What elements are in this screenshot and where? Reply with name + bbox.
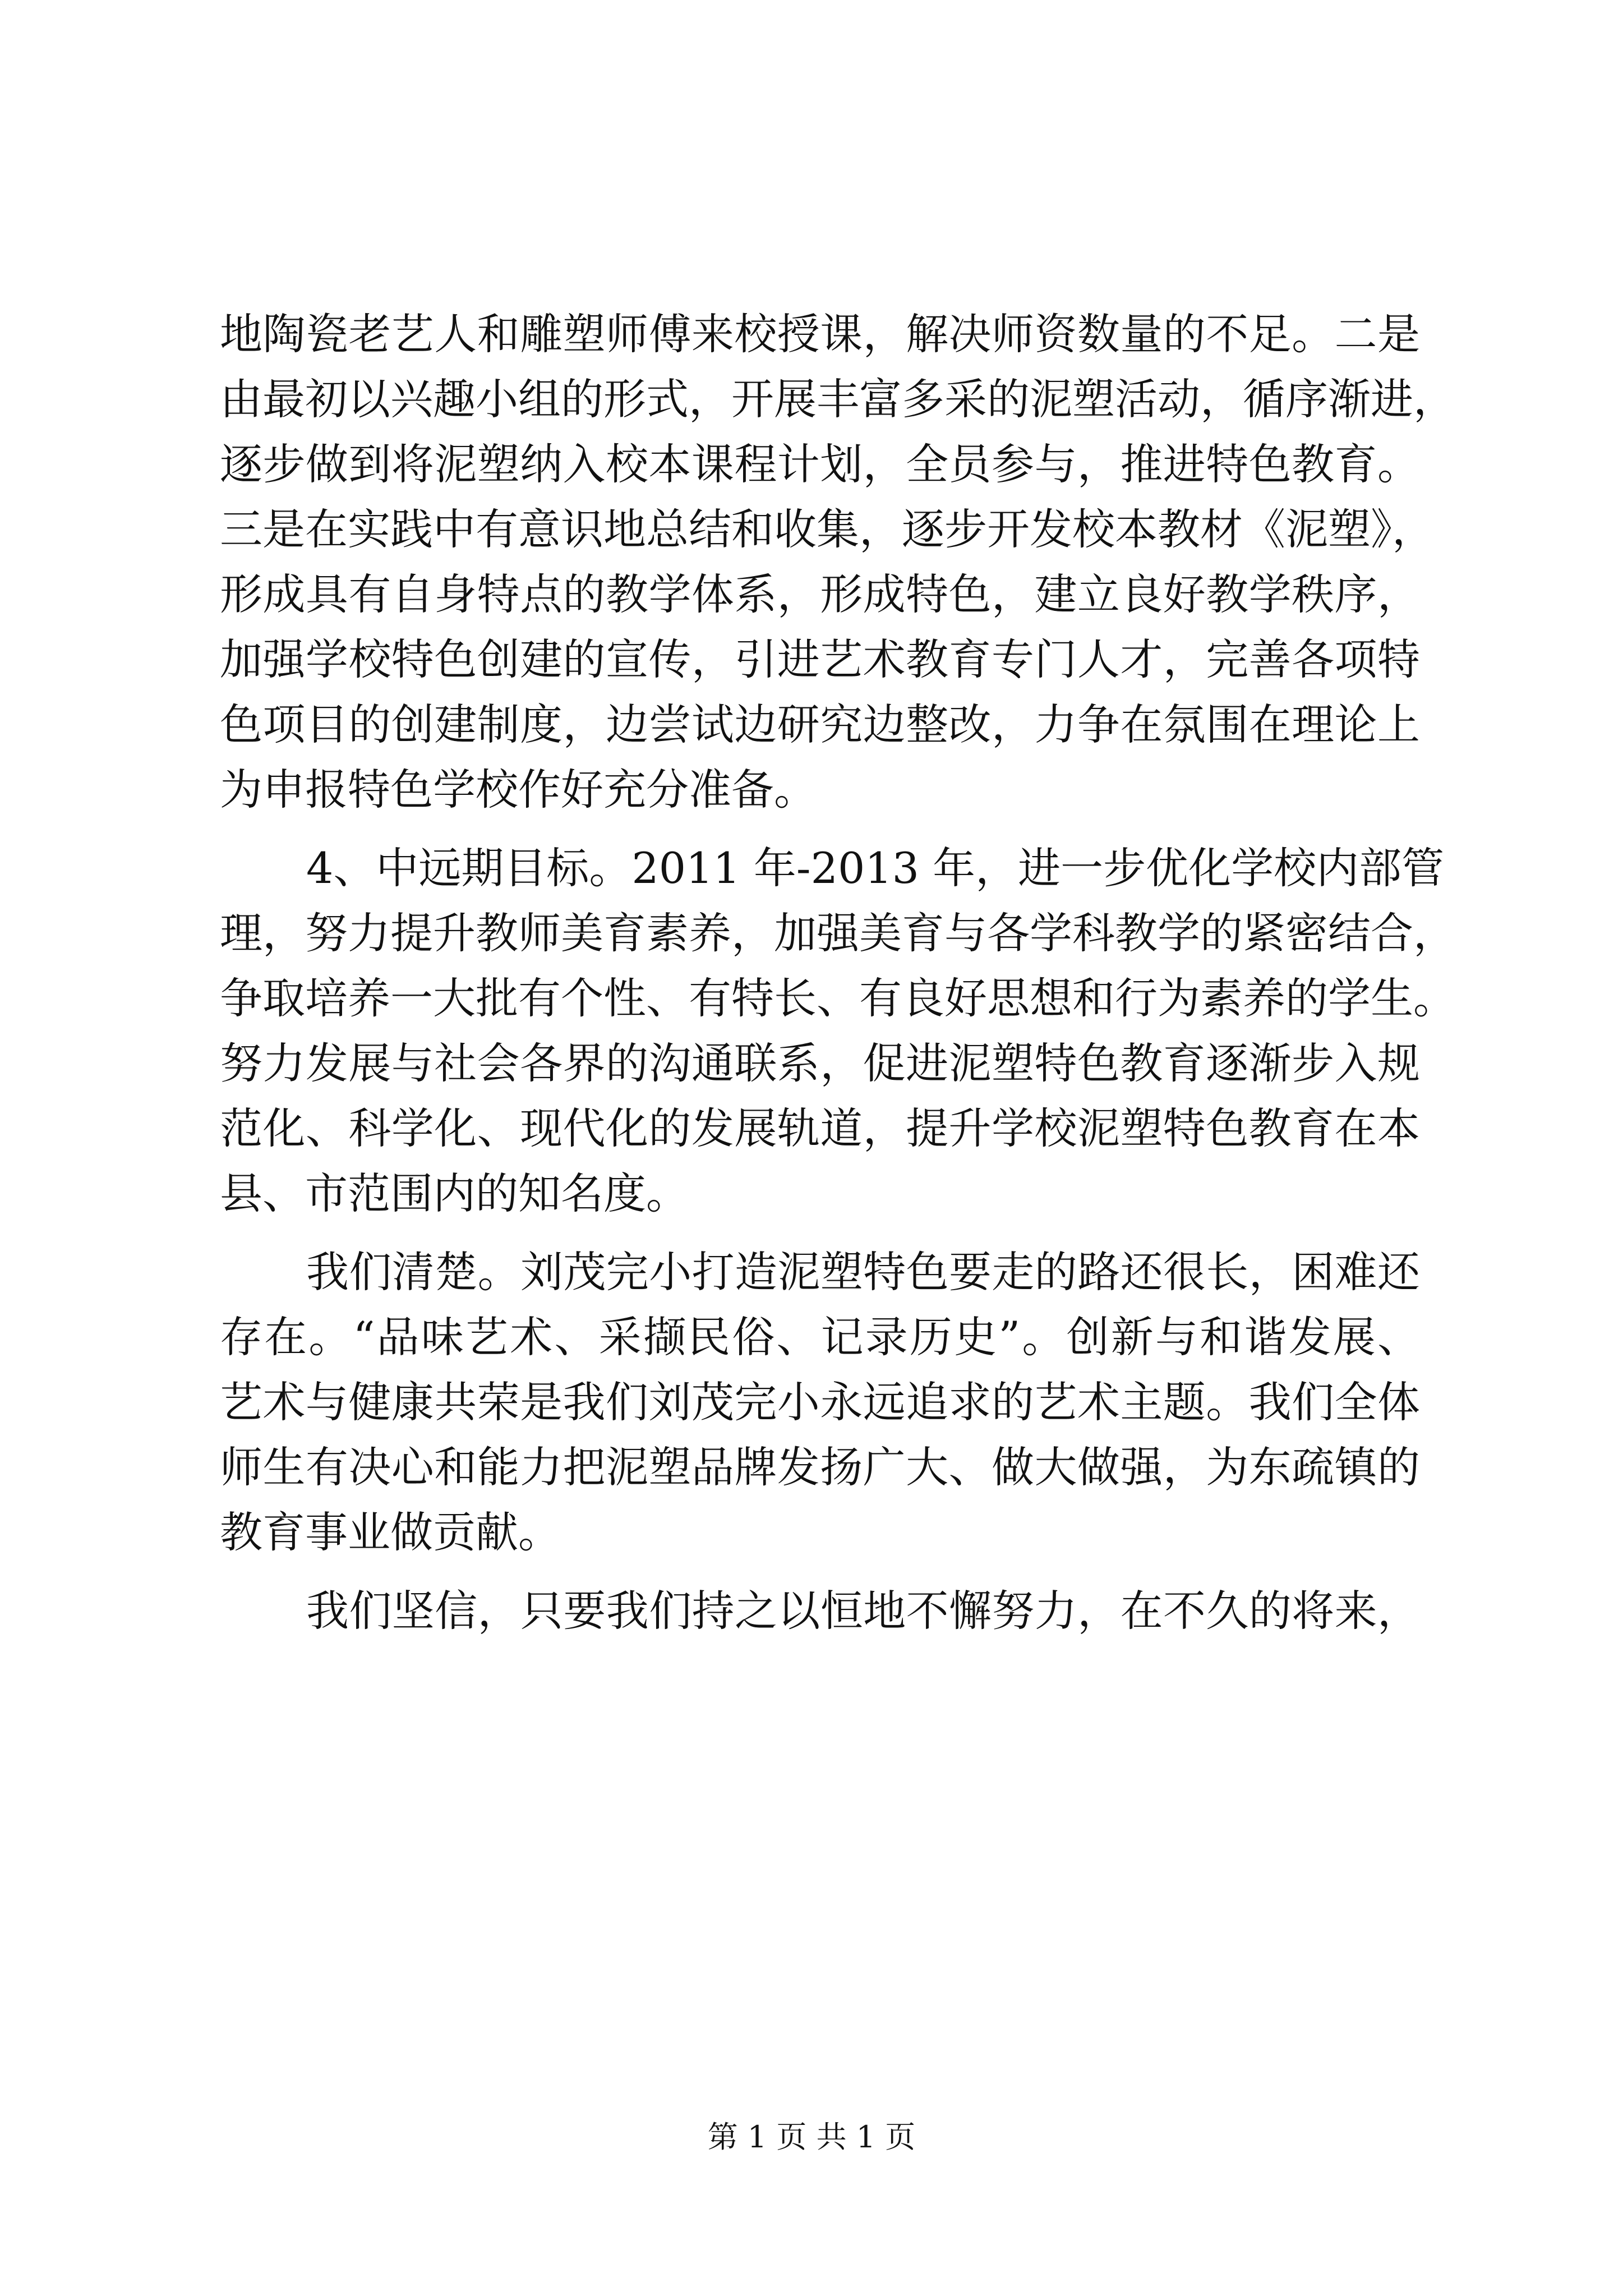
text-line: 县、市范围内的知名度。 <box>220 1168 689 1218</box>
text-line: 由最初以兴趣小组的形式，开展丰富多采的泥塑活动，循序渐进， <box>220 374 1456 424</box>
text-line: 我们坚信，只要我们持之以恒地不懈努力，在不久的将来， <box>306 1586 1420 1636</box>
text-line: 加强学校特色创建的宣传，引进艺术教育专门人才，完善各项特 <box>220 634 1420 684</box>
text-line: 存在。“品味艺术、采撷民俗、记录历史”。创新与和谐发展、 <box>220 1312 1420 1362</box>
text-line: 逐步做到将泥塑纳入校本课程计划，全员参与，推进特色教育。 <box>220 439 1420 489</box>
text-line: 三是在实践中有意识地总结和收集，逐步开发校本教材《泥塑》， <box>220 504 1435 554</box>
text-line: 我们清楚。刘茂完小打造泥塑特色要走的路还很长，困难还 <box>306 1247 1420 1297</box>
paragraph-2 <box>220 836 1456 1226</box>
text-line: 为申报特色学校作好充分准备。 <box>220 765 817 815</box>
text-line: 艺术与健康共荣是我们刘茂完小永远追求的艺术主题。我们全体 <box>220 1377 1420 1427</box>
text-line: 形成具有自身特点的教学体系，形成特色，建立良好教学秩序， <box>220 569 1420 619</box>
paragraph-4 <box>220 1579 1420 1644</box>
text-line: 师生有决心和能力把泥塑品牌发扬广大、做大做强，为东疏镇的 <box>220 1442 1420 1492</box>
text-line: 色项目的创建制度，边尝试边研究边整改，力争在氛围在理论上 <box>220 700 1420 749</box>
text-line: 地陶瓷老艺人和雕塑师傅来校授课，解决师资数量的不足。二是 <box>220 309 1420 359</box>
text-line: 努力发展与社会各界的沟通联系，促进泥塑特色教育逐渐步入规 <box>220 1038 1420 1088</box>
text-line: 争取培养一大批有个性、有特长、有良好思想和行为素养的学生。 <box>220 973 1456 1023</box>
page-footer <box>0 2118 1623 2157</box>
paragraph-spacer <box>220 822 1420 836</box>
text-line: 范化、科学化、现代化的发展轨道，提升学校泥塑特色教育在本 <box>220 1103 1420 1153</box>
paragraph-3 <box>220 1240 1420 1565</box>
page-number-label: 第 1 页 共 1 页 <box>707 2119 916 2155</box>
text-line: 理，努力提升教师美育素养，加强美育与各学科教学的紧密结合， <box>220 908 1456 958</box>
paragraph-spacer <box>220 1226 1420 1240</box>
paragraph-spacer <box>220 1565 1420 1579</box>
text-line: 4、中远期目标。2011 年-2013 年，进一步优化学校内部管 <box>306 843 1445 893</box>
document-body <box>220 302 1456 1644</box>
text-line: 教育事业做贡献。 <box>220 1507 561 1557</box>
paragraph-1 <box>220 302 1456 822</box>
